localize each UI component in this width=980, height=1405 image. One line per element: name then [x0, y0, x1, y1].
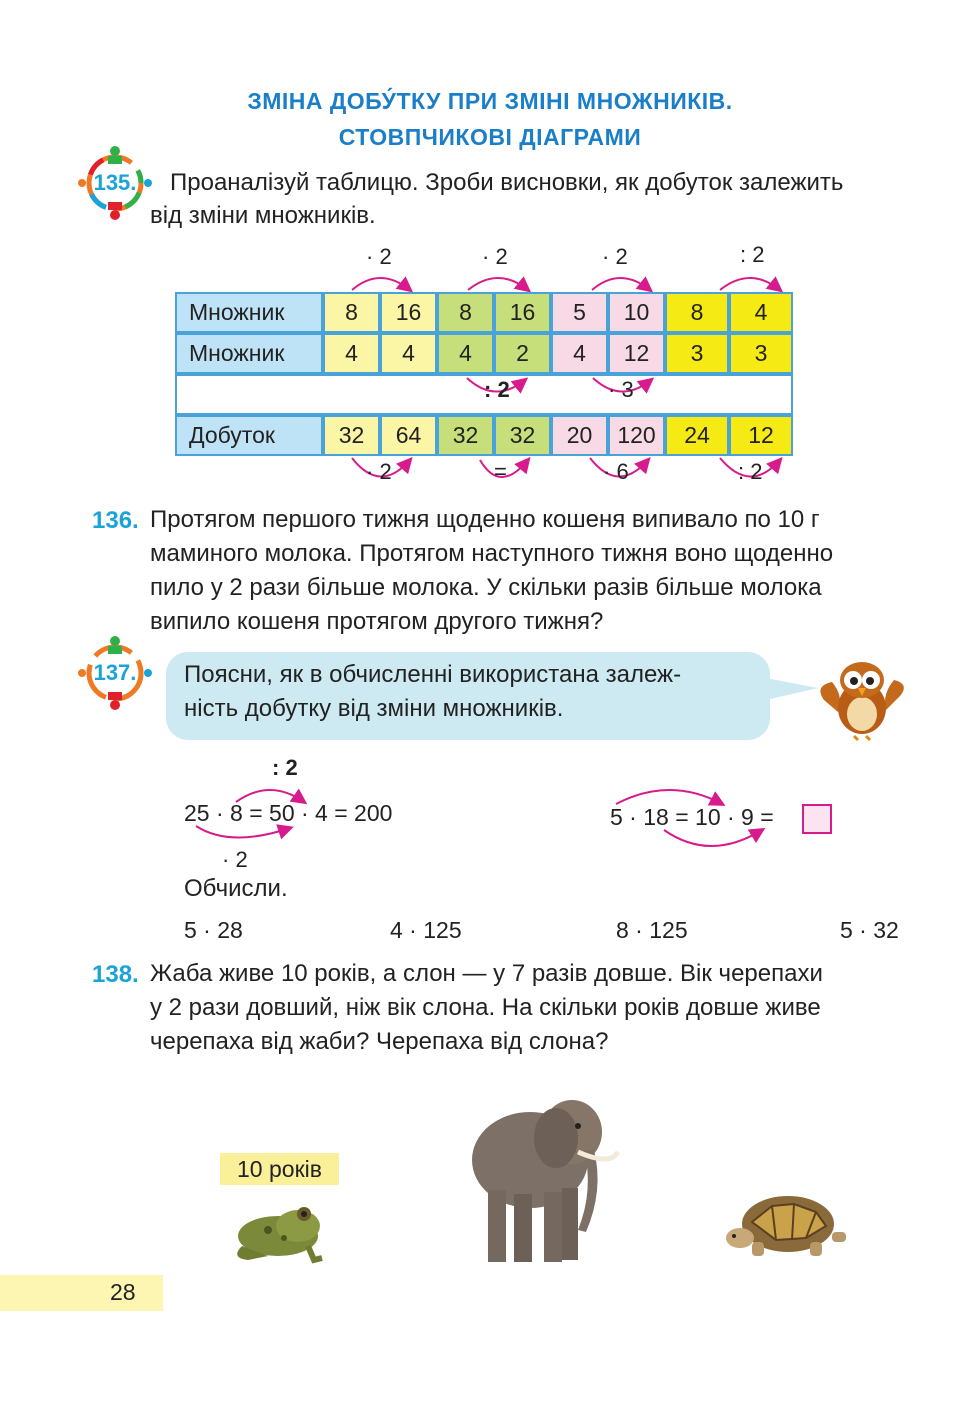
table-cell: 12	[608, 333, 665, 374]
table-cell: 2	[494, 333, 551, 374]
turtle-icon	[722, 1182, 854, 1262]
example-expression: 5 · 18 = 10 · 9 =	[610, 804, 774, 830]
page-title: ЗМІНА ДОБУ́ТКУ ПРИ ЗМІНІ МНОЖНИКІВ.	[247, 88, 733, 114]
team-badge-icon	[78, 146, 152, 220]
task-text: від зміни множників.	[150, 202, 376, 229]
table-cell: 3	[665, 333, 729, 374]
table-cell: 4	[551, 333, 608, 374]
row-label: Множник	[175, 292, 323, 333]
table-row	[175, 292, 793, 333]
table-cell: 24	[665, 415, 729, 456]
page-number-bar	[0, 1275, 163, 1311]
frog-icon	[228, 1196, 330, 1264]
task-text: у 2 рази довший, ніж вік слона. На скільки років довше живе	[150, 994, 821, 1021]
table-cell: 16	[380, 292, 437, 333]
table-cell: 3	[729, 333, 793, 374]
row-label: Множник	[175, 333, 323, 374]
bubble-text: ність добутку від зміни множників.	[184, 695, 564, 722]
task-text: Жаба живе 10 років, а слон — у 7 разів довше. Вік черепахи	[150, 960, 823, 987]
page-subtitle: СТОВПЧИКОВІ ДІАГРАМИ	[338, 124, 642, 150]
operation-label: · 6	[603, 459, 629, 484]
table-cell: 8	[323, 292, 380, 333]
operation-label: · 2	[366, 244, 392, 269]
table-cell: 4	[380, 333, 437, 374]
task-text: маминого молока. Протягом наступного тижня воно щоденно	[150, 540, 834, 567]
operation-label: · 2	[222, 847, 248, 872]
table-cell: 12	[729, 415, 793, 456]
operation-label: : 2	[484, 377, 510, 402]
operation-label: · 2	[366, 459, 392, 484]
example-expression: 25 · 8 = 50 · 4 = 200	[184, 800, 393, 826]
exercise: 8 · 125	[616, 917, 688, 943]
task-text: випило кошеня протягом другого тижня?	[150, 608, 604, 635]
operation-label: : 2	[738, 459, 763, 484]
table-cell: 64	[380, 415, 437, 456]
table-cell: 16	[494, 292, 551, 333]
table-cell: 4	[323, 333, 380, 374]
table-cell: 8	[665, 292, 729, 333]
table-row	[175, 333, 793, 374]
task-text: Протягом першого тижня щоденно кошеня випивало по 10 г	[150, 506, 820, 533]
task-number: 138.	[92, 961, 139, 988]
exercise: 5 · 28	[184, 917, 243, 943]
task-number: 135.	[93, 170, 137, 195]
table-cell: 4	[437, 333, 494, 374]
operation-label: · 3	[608, 377, 634, 402]
table-cell: 4	[729, 292, 793, 333]
task-text: пило у 2 рази більше молока. У скільки разів більше молока	[150, 574, 822, 601]
table-cell: 8	[437, 292, 494, 333]
table-cell: 10	[608, 292, 665, 333]
exercise: 4 · 125	[390, 917, 462, 943]
operation-label: · 2	[602, 244, 628, 269]
team-badge-icon	[78, 636, 152, 710]
operation-label: =	[494, 459, 507, 484]
table-cell: 32	[494, 415, 551, 456]
task-text: Проаналізуй таблицю. Зроби висновки, як добуток залежить	[170, 169, 844, 196]
compute-label: Обчисли.	[184, 875, 288, 902]
table-cell: 32	[437, 415, 494, 456]
page-number: 28	[110, 1279, 136, 1305]
owl-icon	[814, 656, 910, 742]
task-number: 137.	[93, 660, 137, 685]
operation-label: : 2	[740, 242, 765, 267]
frog-age-tag: 10 років	[220, 1153, 339, 1185]
table-cell: 20	[551, 415, 608, 456]
table-row	[175, 415, 793, 456]
table-cell: 32	[323, 415, 380, 456]
operation-label: : 2	[272, 755, 298, 780]
table-cell: 120	[608, 415, 665, 456]
exercise: 5 · 32	[840, 917, 899, 943]
task-text: черепаха від жаби? Черепаха від слона?	[150, 1028, 609, 1055]
answer-box[interactable]	[802, 804, 832, 834]
bubble-text: Поясни, як в обчисленні використана залеж-	[184, 661, 682, 688]
task-number: 136.	[92, 507, 139, 534]
operation-label: · 2	[482, 244, 508, 269]
row-label: Добуток	[175, 415, 323, 456]
elephant-icon	[460, 1080, 630, 1270]
table-cell: 5	[551, 292, 608, 333]
